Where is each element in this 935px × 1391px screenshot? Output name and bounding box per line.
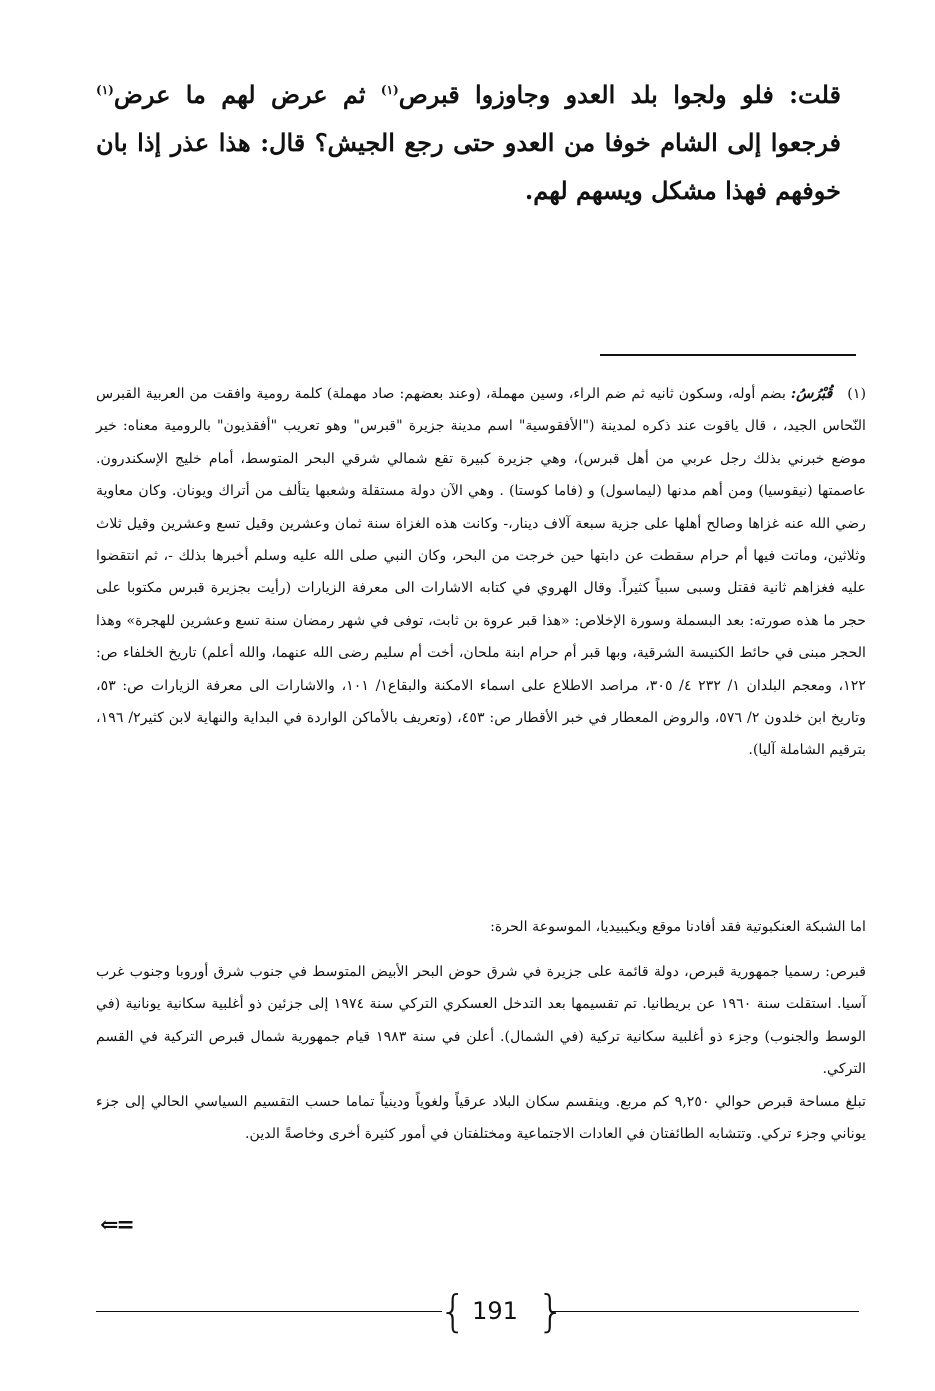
main-text-1: فلو ولجوا بلد العدو وجاوزوا قبرص [398, 80, 774, 109]
footnote-1 [96, 378, 866, 767]
main-text-2: ثم عرض لهم ما عرض [113, 80, 366, 109]
keyword-qal: قال: [260, 128, 306, 157]
footnote-separator [600, 354, 856, 356]
footnote-number: (١) [847, 386, 866, 402]
page-number-brace-open: { [439, 1286, 467, 1337]
wikipedia-paragraph-1: قبرص: رسميا جمهورية قبرص، دولة قائمة على جزيرة في شرق حوض البحر الأبيض المتوسط في جنوب شرق أوروبا وجنوب غرب آسيا. استقلت سنة ١٩٦٠ عن بريطانيا. تم تقسيمها بعد التدخل العسكري التركي سنة ١٩٧٤ إلى جزئين ذو أغلبية سكانية يونانية (في الوسط والجنوب) وجزء ذو أغلبية سكانية تركية (في الشمال). أعلن في سنة ١٩٨٣ قيام جمهورية شمال قبرص التركية في القسم التركي. [96, 964, 867, 1078]
footnote-text: بضم أوله، وسكون ثانيه ثم ضم الراء، وسين مهملة، (وعند بعضهم: صاد مهملة) كلمة رومية وافقت من العربية القبرس النّحاس الجيد، ، قال ياقوت عند ذكره لمدينة ("الأفقوسية" اسم مدينة جزيرة "قبرس" وهو تعريب "أفقذيون" بالرومية معناه: خير موضع خبرني بذلك رجل عربي من أهل قبرس)، وهي جزيرة كبيرة تقع شمالي شرقي البحر المتوسط، أمام خليج الإسكندرون. عاصمتها (نيقوسيا) ومن أهم مدنها (ليماسول) و (فاما كوستا) . وهي الآن دولة مستقلة وشعبها يتألف من أتراك ويونان. وكان معاوية رضي الله عنه غزاها وصالح أهلها على جزية سبعة آلاف دينار،- وكانت هذه الغزاة سنة ثمان وعشرين وقيل تسع وعشرين وقيل ثلاث وثلاثين، وماتت فيها أم حرام سقطت عن دابتها حين خرجت من البحر، وكان النبي صلى الله عليه وسلم أخبرها بذلك -، ثم انتقضوا عليه فغزاهم ثانية فقتل وسبى سبياً كثيراً. وقال الهروي في كتابه الاشارات الى معرفة الزيارات (رأيت بجزيرة قبرس مكتوبا على حجر ما هذه صورته: بعد البسملة وسورة الإخلاص: «هذا قبر عروة بن ثابت، توفى في شهر رمضان سنة تسع وعشرين للهجرة» وهذا الحجر مبنى في حائط الكنيسة الشرقية، وبها قبر أم حرام ابنة ملحان، أخت أم سليم رضى الله عنهما، والله أعلم) تاريخ الخلفاء ص: ١٢٢، ومعجم البلدان ١/ ٢٣٢ ٤/ ٣٠٥، مراصد الاطلاع على اسماء الامكنة والبقاع١/ ١٠١، والاشارات الى معرفة الزيارات ص: ٥٣، وتاريخ ابن خلدون ٢/ ٥٧٦، والروض المعطار في خبر الأقطار ص: ٤٥٣، (وتعريف بالأماكن الواردة في البداية والنهاية لابن كثير٢/ ١٩٦، بترقيم الشاملة آليا). [96, 386, 867, 759]
main-text-3: فرجعوا إلى الشام خوفا من العدو حتى رجع الجيش؟ [314, 128, 841, 157]
wikipedia-intro-text: اما الشبكة العنكبوتية فقد أفادنا موقع ويكيبيديا، الموسوعة الحرة: [490, 919, 866, 935]
wikipedia-intro [96, 911, 866, 943]
keyword-qult: قلت: [789, 80, 841, 109]
wikipedia-paragraph-2: تبلغ مساحة قبرص حوالي ٩,٢٥٠ كم مربع. وينقسم سكان البلاد عرقياً ولغوياً ودينياً تماما حسب التقسيم السياسي الحالي إلى جزء يوناني وجزء تركي. وتتشابه الطائفتان في العادات الاجتماعية ومختلفتان في أمور كثيرة أخرى وخاصةً الدين. [96, 1093, 866, 1143]
continuation-arrow-icon: ⇐= [100, 1212, 133, 1238]
footnote-ref-2[interactable]: (١) [96, 83, 114, 97]
main-paragraph [96, 66, 841, 215]
main-text-4: هذا عذر إذا بان خوفهم فهذا مشكل ويسهم لهم. [96, 128, 841, 205]
footnote-ref-1[interactable]: (١) [380, 83, 399, 97]
footnote-headword: قُبْرُسُ: [790, 386, 833, 402]
footer-rule-right [551, 1311, 859, 1312]
page-number: 191 [472, 1297, 518, 1325]
page-number-brace-close: } [537, 1286, 565, 1337]
footer-rule-left [96, 1311, 442, 1312]
wikipedia-content [96, 956, 866, 1150]
